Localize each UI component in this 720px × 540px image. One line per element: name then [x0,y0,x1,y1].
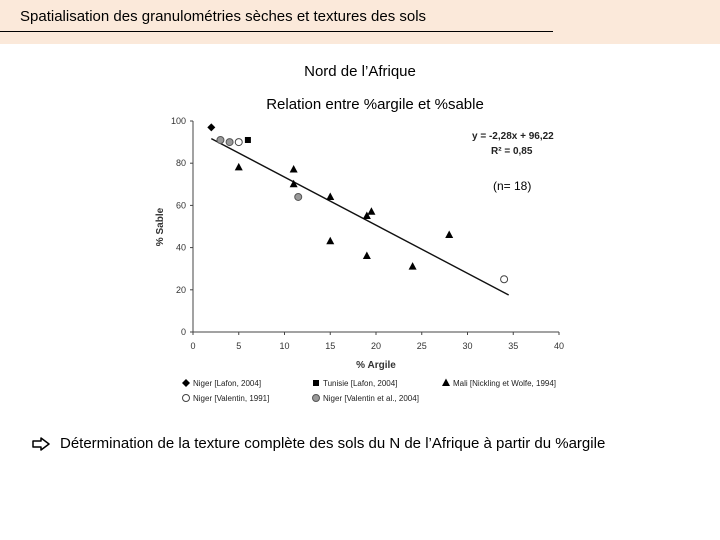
x-tick-label: 15 [325,341,336,351]
y-tick-label: 60 [175,200,186,211]
r2-label: R² = 0,85 [491,146,533,157]
legend-marker-square [313,380,319,386]
y-tick-label: 100 [170,116,186,126]
data-point-circle-gray [217,136,224,143]
x-tick-label: 40 [553,341,565,351]
arrow-right-icon [32,437,50,451]
legend-label: Niger [Valentin et al., 2004] [323,394,419,403]
legend-marker-circle-gray [313,395,320,402]
n-label: (n= 18) [493,179,532,193]
legend-label: Mali [Nickling et Wolfe, 1994] [453,379,557,388]
data-point-triangle [363,252,371,260]
legend-marker-diamond [182,379,190,387]
x-tick-label: 0 [190,341,196,351]
trendline-group [211,139,508,295]
data-point-triangle [409,262,417,270]
data-point-circle-open [235,139,242,146]
data-point-triangle [290,165,298,173]
page-title: Spatialisation des granulométries sèches et textures des sols [20,8,427,25]
bullet-text: Détermination de la texture complète des sols du N de l’Afrique à partir du %argile [60,435,606,452]
data-point-circle-gray [226,139,233,146]
data-point-triangle [326,192,334,200]
chart-legend [182,379,556,404]
x-tick-label: 25 [416,341,427,351]
x-tick-label: 30 [462,341,473,351]
data-point-triangle [235,163,243,171]
x-tick-label: 20 [370,341,382,351]
x-axis-label: % Argile [356,360,396,371]
legend-marker-circle-open [183,395,190,402]
x-tick-label: 5 [236,341,242,351]
y-tick-label: 80 [175,158,186,169]
legend-label: Niger [Lafon, 2004] [193,379,262,388]
x-tick-label: 10 [279,341,290,351]
y-tick-label: 0 [180,327,186,337]
y-tick-label: 20 [175,284,186,295]
region-title: Nord de l’Afrique [304,63,416,80]
legend-marker-triangle [442,379,450,387]
legend-label: Tunisie [Lafon, 2004] [323,379,398,388]
legend-label: Niger [Valentin, 1991] [193,394,270,403]
trendline [211,139,508,295]
equation-label: y = -2,28x + 96,22 [472,131,554,142]
x-tick-label: 35 [508,341,519,351]
data-point-circle-open [501,276,508,283]
data-point-triangle [445,230,453,238]
data-point-circle-gray [295,193,302,200]
y-tick-label: 40 [175,242,186,253]
chart-title: Relation entre %argile et %sable [266,96,484,113]
data-point-triangle [326,237,334,245]
data-point-square [245,137,251,143]
data-point-diamond [207,123,215,131]
data-point-triangle [367,207,375,215]
data-points [207,123,507,282]
y-axis-label: % Sable [155,207,166,247]
